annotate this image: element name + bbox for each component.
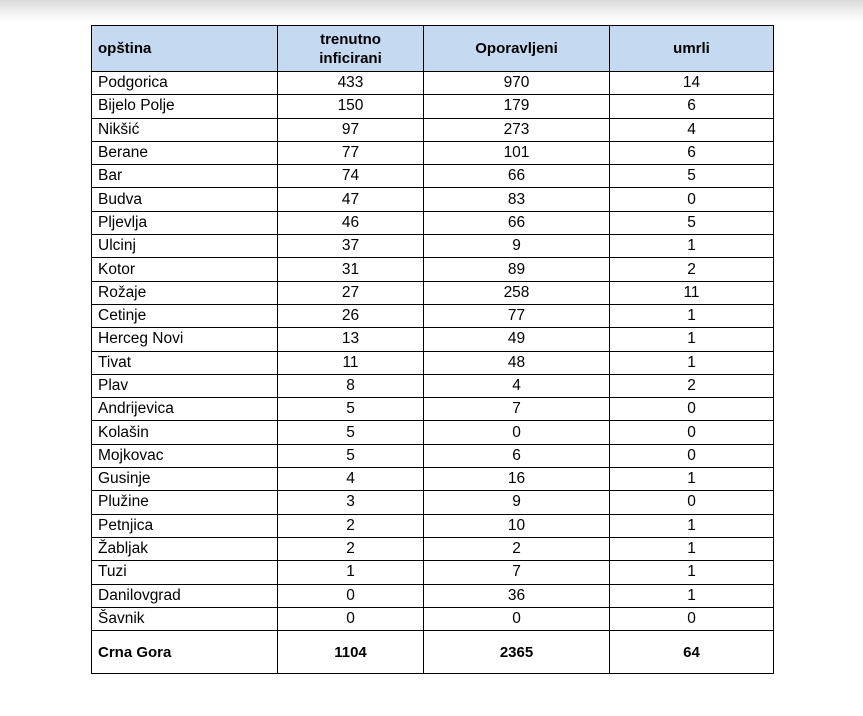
cell-recovered: 4 [424, 374, 610, 397]
table-row [92, 584, 774, 607]
cell-infected: 74 [278, 165, 424, 188]
cell-municipality: Kotor [92, 258, 278, 281]
table-row [92, 537, 774, 560]
cell-infected: 0 [278, 607, 424, 630]
cell-infected: 13 [278, 328, 424, 351]
cell-deceased: 2 [610, 258, 774, 281]
cell-recovered: 49 [424, 328, 610, 351]
cell-recovered: 36 [424, 584, 610, 607]
cell-infected: 150 [278, 95, 424, 118]
cell-recovered: 6 [424, 444, 610, 467]
cell-infected: 31 [278, 258, 424, 281]
table-row [92, 95, 774, 118]
cell-infected: 5 [278, 444, 424, 467]
cell-recovered: 66 [424, 211, 610, 234]
cell-infected: 5 [278, 421, 424, 444]
cell-municipality: Ulcinj [92, 235, 278, 258]
table-row [92, 118, 774, 141]
cell-infected: 1 [278, 561, 424, 584]
cell-deceased: 1 [610, 351, 774, 374]
cell-infected: 47 [278, 188, 424, 211]
table-row [92, 141, 774, 164]
total-name: Crna Gora [92, 631, 278, 674]
cell-deceased: 1 [610, 235, 774, 258]
cell-infected: 77 [278, 141, 424, 164]
table-total-row [92, 631, 774, 674]
cell-recovered: 83 [424, 188, 610, 211]
statistics-table-container [91, 25, 773, 674]
cell-deceased: 0 [610, 444, 774, 467]
cell-deceased: 1 [610, 328, 774, 351]
cell-infected: 46 [278, 211, 424, 234]
cell-recovered: 179 [424, 95, 610, 118]
table-row [92, 374, 774, 397]
cell-infected: 27 [278, 281, 424, 304]
table-row [92, 444, 774, 467]
cell-deceased: 1 [610, 584, 774, 607]
cell-municipality: Šavnik [92, 607, 278, 630]
cell-infected: 26 [278, 304, 424, 327]
cell-recovered: 273 [424, 118, 610, 141]
cell-recovered: 77 [424, 304, 610, 327]
table-row [92, 165, 774, 188]
cell-municipality: Podgorica [92, 72, 278, 95]
cell-municipality: Plužine [92, 491, 278, 514]
cell-recovered: 7 [424, 398, 610, 421]
table-row [92, 421, 774, 444]
total-infected: 1104 [278, 631, 424, 674]
cell-deceased: 1 [610, 304, 774, 327]
table-row [92, 281, 774, 304]
cell-deceased: 1 [610, 561, 774, 584]
cell-recovered: 0 [424, 607, 610, 630]
table-row [92, 468, 774, 491]
cell-recovered: 9 [424, 491, 610, 514]
header-recovered: Oporavljeni [424, 26, 610, 72]
cell-infected: 3 [278, 491, 424, 514]
cell-infected: 0 [278, 584, 424, 607]
cell-municipality: Budva [92, 188, 278, 211]
cell-municipality: Tivat [92, 351, 278, 374]
table-row [92, 607, 774, 630]
cell-recovered: 89 [424, 258, 610, 281]
cell-municipality: Rožaje [92, 281, 278, 304]
table-row [92, 398, 774, 421]
cell-deceased: 6 [610, 141, 774, 164]
total-deceased: 64 [610, 631, 774, 674]
cell-municipality: Nikšić [92, 118, 278, 141]
cell-recovered: 16 [424, 468, 610, 491]
table-row [92, 235, 774, 258]
cell-municipality: Pljevlja [92, 211, 278, 234]
table-row [92, 561, 774, 584]
cell-recovered: 10 [424, 514, 610, 537]
cell-recovered: 258 [424, 281, 610, 304]
cell-municipality: Mojkovac [92, 444, 278, 467]
table-row [92, 211, 774, 234]
header-infected-line2: inficirani [319, 49, 382, 67]
cell-municipality: Gusinje [92, 468, 278, 491]
cell-municipality: Žabljak [92, 537, 278, 560]
cell-municipality: Herceg Novi [92, 328, 278, 351]
cell-deceased: 6 [610, 95, 774, 118]
cell-infected: 2 [278, 537, 424, 560]
cell-infected: 97 [278, 118, 424, 141]
cell-municipality: Bar [92, 165, 278, 188]
table-body [92, 72, 774, 631]
cell-deceased: 2 [610, 374, 774, 397]
cell-recovered: 101 [424, 141, 610, 164]
table-row [92, 514, 774, 537]
table-row [92, 491, 774, 514]
cell-deceased: 5 [610, 165, 774, 188]
window-top-shadow [0, 0, 863, 22]
cell-deceased: 0 [610, 607, 774, 630]
cell-infected: 433 [278, 72, 424, 95]
cell-infected: 11 [278, 351, 424, 374]
cell-recovered: 2 [424, 537, 610, 560]
cell-recovered: 7 [424, 561, 610, 584]
cell-deceased: 1 [610, 468, 774, 491]
table-row [92, 328, 774, 351]
header-deceased: umrli [610, 26, 774, 72]
cell-deceased: 0 [610, 188, 774, 211]
header-currently-infected [278, 26, 424, 72]
cell-municipality: Andrijevica [92, 398, 278, 421]
cell-deceased: 0 [610, 421, 774, 444]
cell-deceased: 0 [610, 491, 774, 514]
header-infected-line1: trenutno [320, 30, 381, 48]
cell-recovered: 0 [424, 421, 610, 444]
total-recovered: 2365 [424, 631, 610, 674]
cell-municipality: Plav [92, 374, 278, 397]
table-row [92, 304, 774, 327]
cell-infected: 8 [278, 374, 424, 397]
cell-recovered: 48 [424, 351, 610, 374]
cell-municipality: Tuzi [92, 561, 278, 584]
cell-infected: 4 [278, 468, 424, 491]
cell-recovered: 9 [424, 235, 610, 258]
cell-deceased: 4 [610, 118, 774, 141]
covid-municipality-table [91, 25, 774, 674]
table-row [92, 72, 774, 95]
cell-deceased: 5 [610, 211, 774, 234]
cell-infected: 5 [278, 398, 424, 421]
cell-municipality: Bijelo Polje [92, 95, 278, 118]
cell-municipality: Cetinje [92, 304, 278, 327]
header-municipality: opština [92, 26, 278, 72]
cell-deceased: 0 [610, 398, 774, 421]
cell-infected: 37 [278, 235, 424, 258]
cell-infected: 2 [278, 514, 424, 537]
table-row [92, 188, 774, 211]
cell-municipality: Danilovgrad [92, 584, 278, 607]
cell-deceased: 11 [610, 281, 774, 304]
cell-municipality: Kolašin [92, 421, 278, 444]
cell-deceased: 1 [610, 514, 774, 537]
table-header-row [92, 26, 774, 72]
cell-recovered: 66 [424, 165, 610, 188]
cell-deceased: 14 [610, 72, 774, 95]
table-row [92, 351, 774, 374]
cell-deceased: 1 [610, 537, 774, 560]
table-row [92, 258, 774, 281]
cell-municipality: Berane [92, 141, 278, 164]
cell-recovered: 970 [424, 72, 610, 95]
cell-municipality: Petnjica [92, 514, 278, 537]
